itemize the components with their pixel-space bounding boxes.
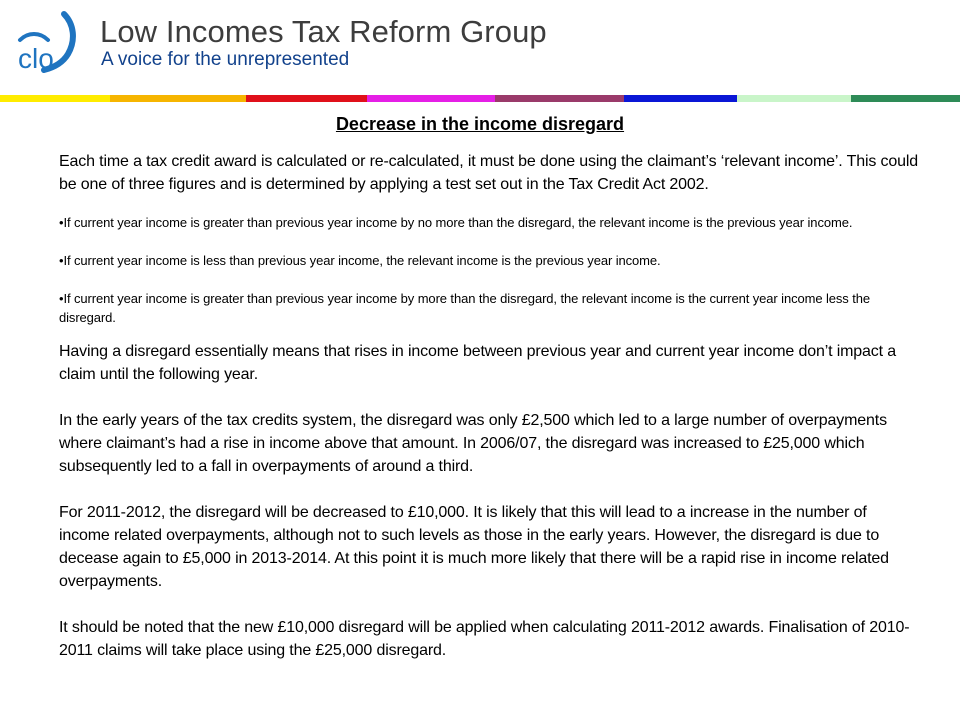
litrg-logo-icon <box>14 10 84 82</box>
body-paragraph: For 2011-2012, the disregard will be decreased to £10,000. It is likely that this will lead to a increase in the number of income related overpayments, although not to such levels as those in the early years. However, the disregard is due to decease again to £5,000 in 2013-2014. At this point it is much more likely that there will be a rapid rise in income related overpayments. <box>59 504 889 590</box>
intro-paragraph: Each time a tax credit award is calculated or re-calculated, it must be done using the claimant’s ‘relevant income’. This could be one of three figures and is determined by applying a test set out in the Tax Credit Act 2002. <box>59 153 919 193</box>
logo-text: clo <box>18 43 54 74</box>
colour-bar-segment <box>851 95 960 102</box>
colour-bar-segment <box>367 95 495 102</box>
colour-bar-segment <box>737 95 851 102</box>
bullet-item: •If current year income is greater than previous year income by more than the disregard, the relevant income is the current year income less the disregard. <box>59 291 870 325</box>
bullet-item: •If current year income is greater than previous year income by no more than the disregard, the relevant income is the previous year income. <box>59 215 853 230</box>
colour-bar-segment <box>0 95 110 102</box>
colour-bar <box>0 95 960 102</box>
slide-title: Decrease in the income disregard <box>335 114 625 134</box>
bullet-item: •If current year income is less than previous year income, the relevant income is the previous year income. <box>59 253 661 268</box>
body-paragraph: In the early years of the tax credits system, the disregard was only £2,500 which led to a large number of overpayments where claimant’s had a rise in income above that amount. In 2006/07, the disregard was increased to £25,000 which subsequently led to a fall in overpayments of around a third. <box>59 412 887 475</box>
org-tagline: A voice for the unrepresented <box>101 49 350 70</box>
colour-bar-segment <box>246 95 367 102</box>
body-paragraph: It should be noted that the new £10,000 disregard will be applied when calculating 2011-2012 awards. Finalisation of 2010-2011 claims will take place using the £25,000 disregard. <box>59 619 910 659</box>
slide-body <box>59 150 919 662</box>
header <box>0 0 960 95</box>
body-paragraph: Having a disregard essentially means that rises in income between previous year and current year income don’t impact a claim until the following year. <box>59 343 896 383</box>
org-name: Low Incomes Tax Reform Group <box>100 14 547 49</box>
colour-bar-segment <box>624 95 737 102</box>
colour-bar-segment <box>110 95 246 102</box>
colour-bar-segment <box>495 95 624 102</box>
